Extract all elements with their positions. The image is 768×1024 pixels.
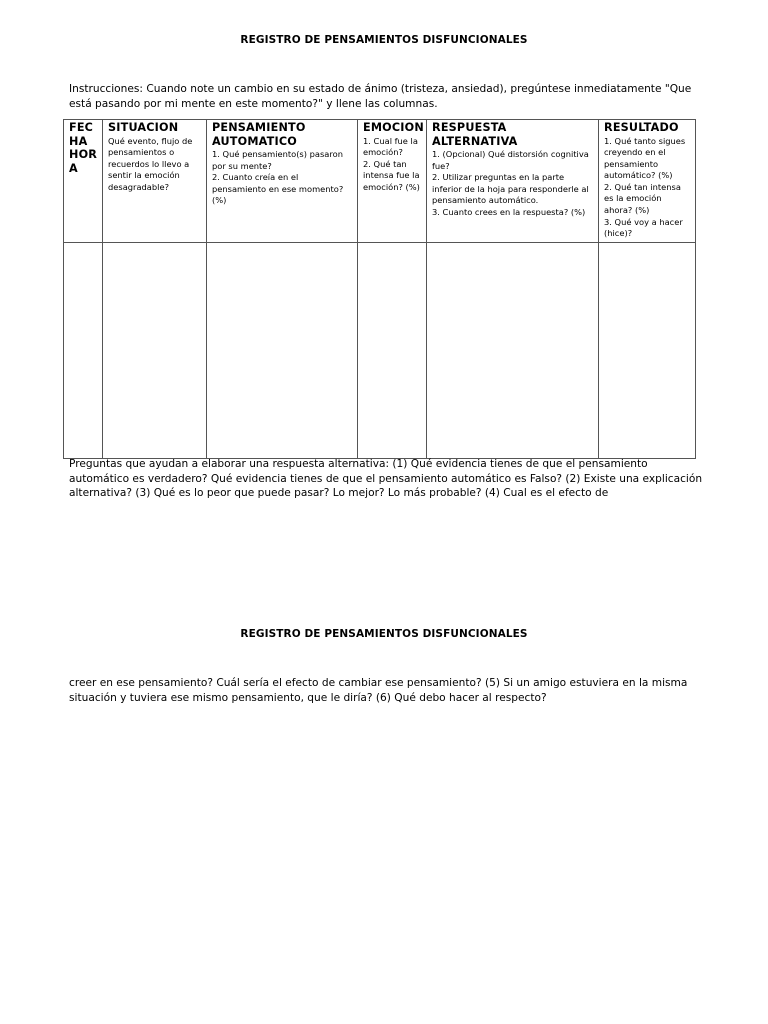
guiding-questions-part1: Preguntas que ayudan a elaborar una respuesta alternativa: (1) Qué evidencia tienes de que el pensamiento automático es verdadero? Qué evidencia tienes de que el pensamiento automático es Falso? (2) Existe una explicación alternativa? (3) Qué es lo peor que puede pasar? Lo mejor? Lo más probable? (4) Cual es el efecto de (69, 458, 703, 499)
instructions-paragraph: Instrucciones: Cuando note un cambio en su estado de ánimo (tristeza, ansiedad), pregúntese inmediatamente "Que está pasando por mi mente en este momento?" y llene las columnas. (69, 83, 692, 110)
column-instructions: 1. Qué tanto sigues creyendo en el pensamiento automático? (%) 2. Qué tan intensa es la emoción ahora? (%) 3. Qué voy a hacer (hice)? (604, 135, 686, 239)
entry-cell-fecha-hora[interactable] (64, 242, 103, 458)
entry-cell-resultado[interactable] (599, 242, 696, 458)
column-instructions: 1. (Opcional) Qué distorsión cognitiva fue? 2. Utilizar preguntas en la parte inferior de la hoja para responderle al pensamiento automático. 3. Cuanto crees en la respuesta? (%) (432, 149, 589, 217)
column-instructions: 1. Qué pensamiento(s) pasaron por su mente? 2. Cuanto creía en el pensamiento en ese momento? (%) (212, 149, 344, 206)
column-resultado (599, 120, 696, 243)
document-title: REGISTRO DE PENSAMIENTOS DISFUNCIONALES (240, 34, 528, 46)
entry-cell-respuesta[interactable] (427, 242, 599, 458)
thought-record-table (63, 119, 696, 459)
entry-cell-emocion[interactable] (358, 242, 427, 458)
column-respuesta-alternativa (427, 120, 599, 243)
column-instructions: 1. Cual fue la emoción? 2. Qué tan intensa fue la emoción? (%) (363, 135, 420, 192)
column-fecha-hora (64, 120, 103, 243)
table-entry-row (64, 242, 696, 458)
column-header: FECHA HORA (69, 121, 98, 175)
entry-cell-pensamiento[interactable] (207, 242, 358, 458)
column-header: SITUACION (108, 121, 179, 134)
guiding-questions-part2: creer en ese pensamiento? Cuál sería el efecto de cambiar ese pensamiento? (5) Si un amigo estuviera en la misma situación y tuviera ese mismo pensamiento, que le diría? (6) Qué debo hacer al respecto? (69, 677, 688, 704)
column-pensamiento-automatico (207, 120, 358, 243)
column-header: PENSAMIENTO AUTOMATICO (212, 121, 306, 148)
column-emocion (358, 120, 427, 243)
column-header: RESPUESTA ALTERNATIVA (432, 121, 518, 148)
entry-cell-situacion[interactable] (103, 242, 207, 458)
column-instructions: Qué evento, flujo de pensamientos o recuerdos lo llevo a sentir la emoción desagradable? (108, 135, 193, 192)
column-situacion (103, 120, 207, 243)
column-header: RESULTADO (604, 121, 679, 134)
table-header-row (64, 120, 696, 243)
document-title-page2: REGISTRO DE PENSAMIENTOS DISFUNCIONALES (240, 628, 528, 640)
column-header: EMOCION (363, 121, 424, 134)
